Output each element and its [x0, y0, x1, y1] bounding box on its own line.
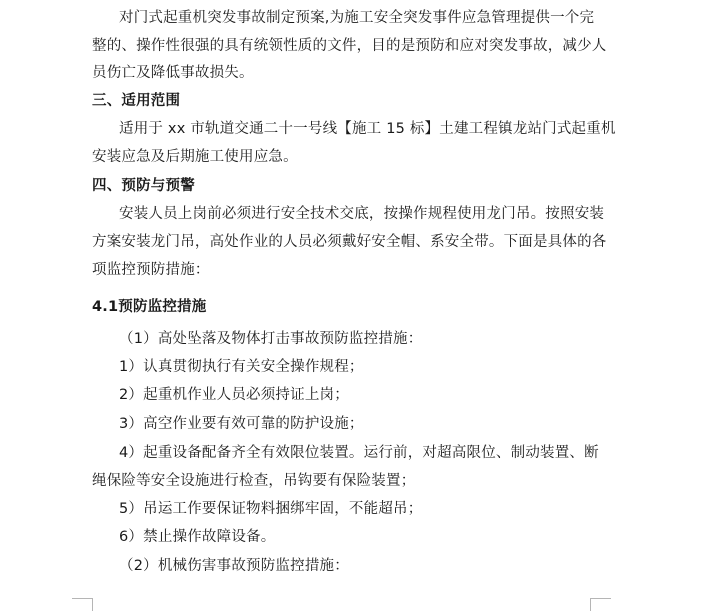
list-item: 3）高空作业要有效可靠的防护设施；: [119, 416, 364, 432]
list-item: 5）吊运工作要保证物料捆绑牢固，不能超吊；: [119, 501, 423, 517]
section-3-title: 三、适用范围: [92, 93, 181, 109]
page-corner-mark-left: [72, 598, 93, 611]
intro-line-2: 整的、操作性很强的具有统领性质的文件，目的是预防和应对突发事故，减少人: [92, 38, 607, 54]
list-item-continuation: 绳保险等安全设施进行检查，吊钩要有保险装置；: [92, 473, 416, 489]
list-item: （2）机械伤害事故预防监控措施：: [119, 558, 349, 574]
section-4-line-1: 安装人员上岗前必须进行安全技术交底，按操作规程使用龙门吊。按照安装: [119, 206, 605, 222]
section-4-line-3: 项监控预防措施：: [92, 262, 210, 278]
list-item: 1）认真贯彻执行有关安全操作规程；: [119, 359, 364, 375]
list-item: 2）起重机作业人员必须持证上岗；: [119, 387, 349, 403]
section-3-line-2: 安装应急及后期施工使用应急。: [92, 149, 298, 165]
subsection-4-1-title: 4.1预防监控措施: [92, 299, 207, 315]
intro-line-3: 员伤亡及降低事故损失。: [92, 65, 254, 81]
section-4-line-2: 方案安装龙门吊，高处作业的人员必须戴好安全帽、系安全带。下面是具体的各: [92, 234, 607, 250]
section-4-title: 四、预防与预警: [92, 178, 195, 194]
page-corner-mark-right: [590, 598, 611, 611]
list-item: 6）禁止操作故障设备。: [119, 529, 276, 545]
intro-line-1: 对门式起重机突发事故制定预案,为施工安全突发事件应急管理提供一个完: [119, 10, 595, 26]
list-item: （1）高处坠落及物体打击事故预防监控措施：: [119, 331, 423, 347]
list-item: 4）起重设备配备齐全有效限位装置。运行前，对超高限位、制动装置、断: [119, 445, 599, 461]
section-3-line-1: 适用于 xx 市轨道交通二十一号线【施工 15 标】土建工程镇龙站门式起重机: [119, 121, 616, 137]
